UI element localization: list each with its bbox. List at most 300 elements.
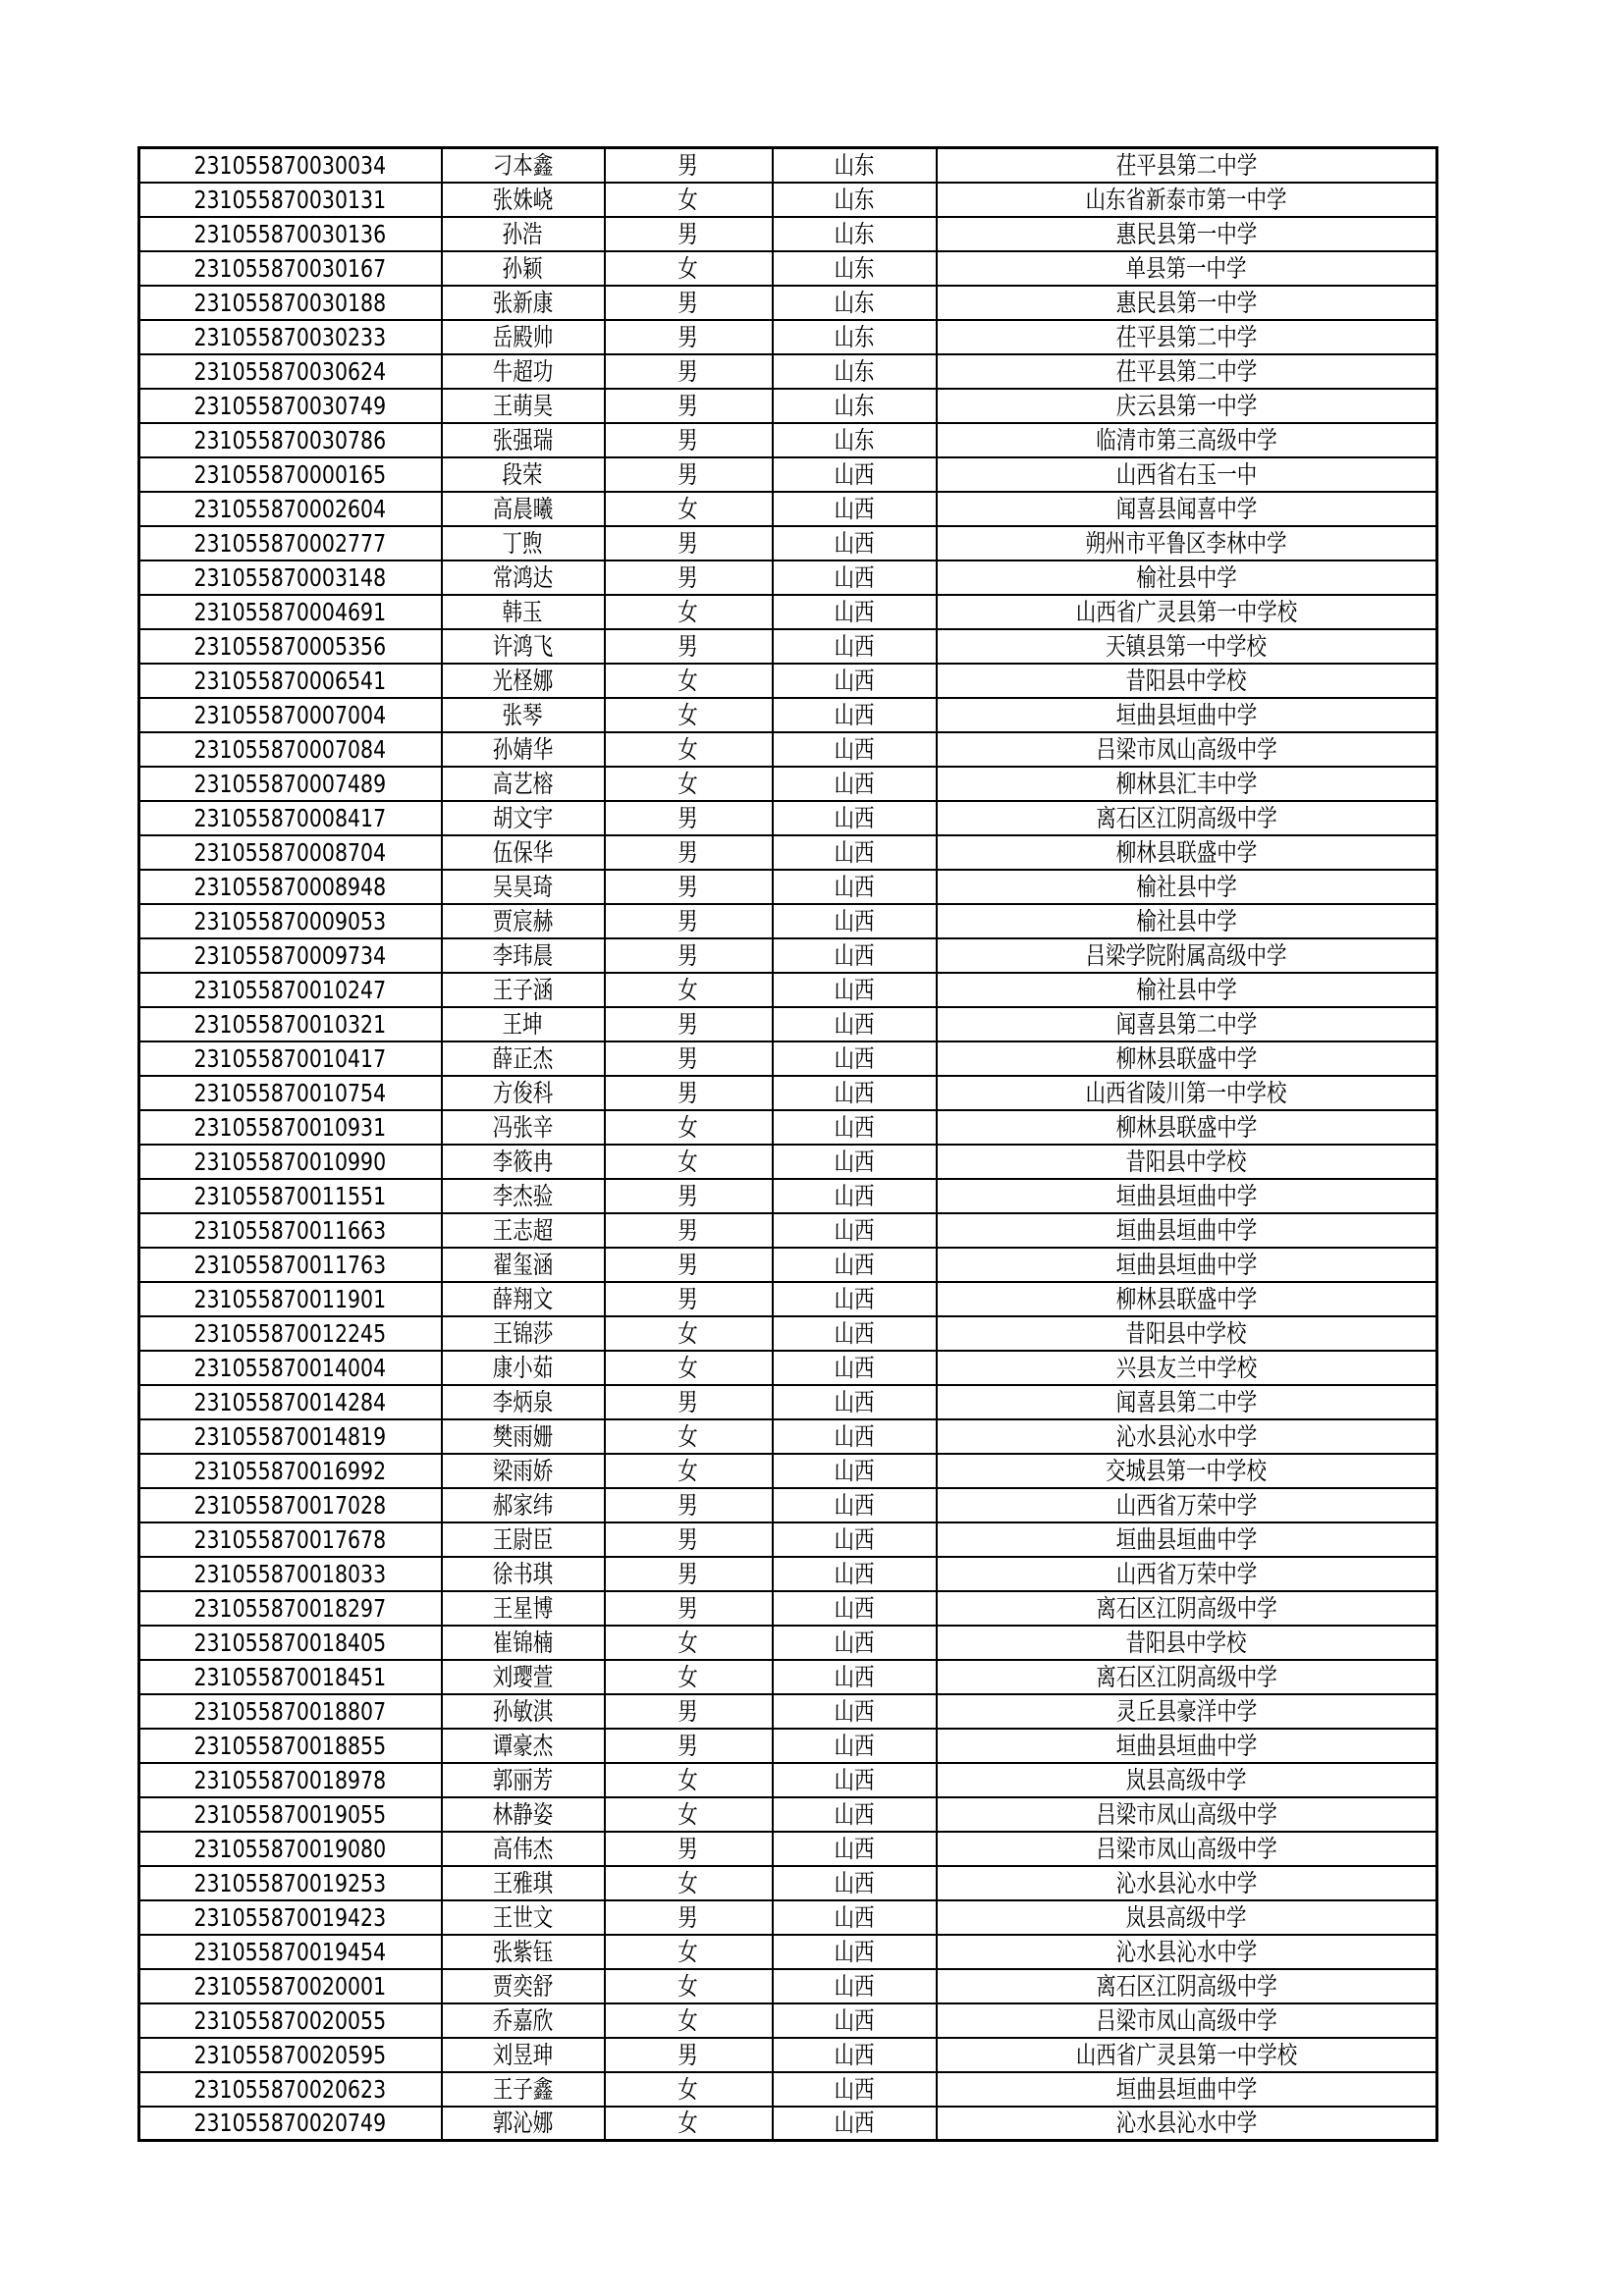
candidate-id-cell-text: 231055870011551 xyxy=(193,1181,387,1210)
gender-cell-text: 男 xyxy=(677,356,699,386)
table-row xyxy=(139,2072,1437,2107)
name-cell xyxy=(442,1385,605,1419)
school-cell xyxy=(937,664,1437,698)
name-cell-text: 高晨曦 xyxy=(492,494,554,523)
candidate-id-cell xyxy=(139,767,442,801)
school-cell-text: 离石区江阴高级中学 xyxy=(1095,1593,1277,1623)
province-cell xyxy=(773,973,937,1007)
candidate-id-cell xyxy=(139,354,442,389)
candidate-id-cell xyxy=(139,1419,442,1454)
name-cell xyxy=(442,801,605,835)
name-cell xyxy=(442,1145,605,1179)
table-row xyxy=(139,1419,1437,1454)
school-cell xyxy=(937,354,1437,389)
candidate-id-cell xyxy=(139,492,442,526)
candidate-id-cell-text: 231055870002777 xyxy=(193,528,387,558)
candidate-id-cell-text: 231055870030188 xyxy=(193,288,387,317)
gender-cell xyxy=(605,1213,773,1248)
province-cell xyxy=(773,1557,937,1591)
school-cell xyxy=(937,1454,1437,1488)
table-row xyxy=(139,1522,1437,1557)
gender-cell-text: 男 xyxy=(677,1902,699,1932)
school-cell xyxy=(937,1110,1437,1145)
gender-cell xyxy=(605,1866,773,1900)
province-cell xyxy=(773,1076,937,1110)
province-cell-text: 山西 xyxy=(834,769,875,798)
gender-cell xyxy=(605,870,773,904)
province-cell-text: 山西 xyxy=(834,1799,875,1829)
name-cell-text: 许鸿飞 xyxy=(492,631,554,661)
name-cell xyxy=(442,320,605,354)
name-cell xyxy=(442,1969,605,2003)
table-row xyxy=(139,1866,1437,1900)
province-cell-text: 山西 xyxy=(834,1490,875,1520)
gender-cell-text: 男 xyxy=(677,528,699,558)
gender-cell-text: 女 xyxy=(677,1868,699,1897)
province-cell xyxy=(773,1591,937,1626)
name-cell xyxy=(442,1110,605,1145)
table-row xyxy=(139,1351,1437,1385)
candidate-id-cell-text: 231055870018855 xyxy=(193,1731,387,1760)
name-cell-text: 孙敏淇 xyxy=(492,1696,554,1726)
gender-cell-text: 女 xyxy=(677,494,699,523)
candidate-id-cell-text: 231055870030624 xyxy=(193,356,387,386)
province-cell-text: 山西 xyxy=(834,1834,875,1863)
name-cell-text: 翟玺涵 xyxy=(492,1250,554,1279)
name-cell-text: 王坤 xyxy=(502,1009,543,1039)
candidate-id-cell xyxy=(139,904,442,938)
province-cell xyxy=(773,183,937,217)
name-cell xyxy=(442,973,605,1007)
table-row xyxy=(139,870,1437,904)
province-cell-text: 山西 xyxy=(834,459,875,489)
province-cell xyxy=(773,217,937,251)
gender-cell-text: 女 xyxy=(677,1937,699,1966)
name-cell-text: 康小茹 xyxy=(492,1353,554,1382)
province-cell xyxy=(773,389,937,423)
name-cell xyxy=(442,1007,605,1041)
gender-cell xyxy=(605,1591,773,1626)
candidate-id-cell-text: 231055870010321 xyxy=(193,1009,387,1039)
table-row xyxy=(139,1248,1437,1282)
name-cell xyxy=(442,457,605,492)
table-row xyxy=(139,801,1437,835)
candidate-id-cell xyxy=(139,1110,442,1145)
school-cell xyxy=(937,2038,1437,2072)
province-cell xyxy=(773,1763,937,1797)
school-cell xyxy=(937,1626,1437,1660)
gender-cell xyxy=(605,1763,773,1797)
school-cell xyxy=(937,2107,1437,2141)
province-cell xyxy=(773,251,937,286)
table-row xyxy=(139,1729,1437,1763)
province-cell xyxy=(773,698,937,732)
candidate-id-cell-text: 231055870020595 xyxy=(193,2040,387,2069)
candidate-id-cell-text: 231055870011663 xyxy=(193,1215,387,1245)
gender-cell xyxy=(605,1145,773,1179)
name-cell xyxy=(442,1076,605,1110)
candidate-id-cell-text: 231055870014284 xyxy=(193,1387,387,1416)
school-cell xyxy=(937,1007,1437,1041)
province-cell xyxy=(773,1385,937,1419)
school-cell-text: 榆社县中学 xyxy=(1135,872,1237,901)
gender-cell-text: 男 xyxy=(677,150,699,180)
name-cell-text: 王志超 xyxy=(492,1215,554,1245)
province-cell-text: 山西 xyxy=(834,528,875,558)
gender-cell-text: 男 xyxy=(677,1593,699,1623)
table-row xyxy=(139,354,1437,389)
table-row xyxy=(139,1763,1437,1797)
name-cell xyxy=(442,1729,605,1763)
candidate-id-cell xyxy=(139,2072,442,2107)
candidate-id-cell xyxy=(139,1522,442,1557)
name-cell xyxy=(442,1935,605,1969)
school-cell xyxy=(937,1763,1437,1797)
gender-cell xyxy=(605,1385,773,1419)
province-cell-text: 山西 xyxy=(834,1937,875,1966)
province-cell xyxy=(773,870,937,904)
gender-cell xyxy=(605,1522,773,1557)
table-row xyxy=(139,1832,1437,1866)
name-cell-text: 刁本鑫 xyxy=(492,150,554,180)
gender-cell xyxy=(605,1419,773,1454)
gender-cell xyxy=(605,938,773,973)
gender-cell xyxy=(605,2107,773,2141)
gender-cell-text: 女 xyxy=(677,2109,699,2138)
table-row xyxy=(139,526,1437,561)
name-cell xyxy=(442,389,605,423)
gender-cell-text: 女 xyxy=(677,734,699,764)
school-cell-text: 垣曲县垣曲中学 xyxy=(1115,1731,1257,1760)
candidate-id-cell xyxy=(139,1145,442,1179)
gender-cell-text: 男 xyxy=(677,562,699,592)
province-cell xyxy=(773,1213,937,1248)
name-cell xyxy=(442,1900,605,1935)
name-cell xyxy=(442,1316,605,1351)
province-cell-text: 山西 xyxy=(834,700,875,729)
student-list-table xyxy=(137,146,1438,2142)
school-cell xyxy=(937,732,1437,767)
school-cell-text: 昔阳县中学校 xyxy=(1125,1318,1247,1348)
name-cell-text: 乔嘉欣 xyxy=(492,2005,554,2035)
province-cell xyxy=(773,148,937,183)
province-cell-text: 山西 xyxy=(834,1353,875,1382)
gender-cell-text: 男 xyxy=(677,1043,699,1073)
gender-cell xyxy=(605,183,773,217)
province-cell xyxy=(773,526,937,561)
name-cell-text: 王雅琪 xyxy=(492,1868,554,1897)
school-cell xyxy=(937,526,1437,561)
name-cell-text: 王子鑫 xyxy=(492,2074,554,2104)
gender-cell-text: 男 xyxy=(677,1559,699,1588)
school-cell-text: 闻喜县闻喜中学 xyxy=(1115,494,1257,523)
candidate-id-cell xyxy=(139,1385,442,1419)
name-cell xyxy=(442,698,605,732)
school-cell-text: 吕梁市凤山高级中学 xyxy=(1095,1834,1277,1863)
candidate-id-cell-text: 231055870018033 xyxy=(193,1559,387,1588)
school-cell-text: 闻喜县第二中学 xyxy=(1115,1009,1257,1039)
school-cell xyxy=(937,801,1437,835)
candidate-id-cell-text: 231055870030749 xyxy=(193,391,387,420)
school-cell-text: 榆社县中学 xyxy=(1135,906,1237,935)
province-cell xyxy=(773,1797,937,1832)
table-row xyxy=(139,1969,1437,2003)
gender-cell-text: 男 xyxy=(677,1078,699,1107)
school-cell-text: 垣曲县垣曲中学 xyxy=(1115,700,1257,729)
province-cell-text: 山西 xyxy=(834,837,875,867)
school-cell xyxy=(937,1557,1437,1591)
school-cell xyxy=(937,1419,1437,1454)
candidate-id-cell xyxy=(139,732,442,767)
gender-cell xyxy=(605,801,773,835)
gender-cell xyxy=(605,1351,773,1385)
school-cell xyxy=(937,595,1437,629)
table-row xyxy=(139,698,1437,732)
province-cell-text: 山西 xyxy=(834,1765,875,1794)
name-cell-text: 李筱冉 xyxy=(492,1147,554,1176)
gender-cell xyxy=(605,732,773,767)
province-cell-text: 山西 xyxy=(834,1902,875,1932)
school-cell xyxy=(937,1797,1437,1832)
candidate-id-cell-text: 231055870020623 xyxy=(193,2074,387,2104)
name-cell xyxy=(442,664,605,698)
school-cell-text: 吕梁市凤山高级中学 xyxy=(1095,1799,1277,1829)
province-cell-text: 山西 xyxy=(834,1250,875,1279)
gender-cell xyxy=(605,217,773,251)
gender-cell xyxy=(605,492,773,526)
table-row xyxy=(139,904,1437,938)
province-cell xyxy=(773,423,937,457)
gender-cell-text: 女 xyxy=(677,253,699,283)
table-row xyxy=(139,1316,1437,1351)
school-cell-text: 离石区江阴高级中学 xyxy=(1095,1662,1277,1691)
province-cell-text: 山西 xyxy=(834,1009,875,1039)
province-cell-text: 山西 xyxy=(834,1284,875,1313)
gender-cell xyxy=(605,1832,773,1866)
gender-cell-text: 男 xyxy=(677,1696,699,1726)
name-cell-text: 王萌昊 xyxy=(492,391,554,420)
name-cell-text: 岳殿帅 xyxy=(492,322,554,351)
table-row xyxy=(139,629,1437,664)
candidate-id-cell xyxy=(139,423,442,457)
candidate-id-cell-text: 231055870020001 xyxy=(193,1971,387,2001)
gender-cell-text: 男 xyxy=(677,322,699,351)
gender-cell xyxy=(605,320,773,354)
name-cell-text: 徐书琪 xyxy=(492,1559,554,1588)
province-cell-text: 山西 xyxy=(834,1868,875,1897)
name-cell xyxy=(442,561,605,595)
candidate-id-cell-text: 231055870008417 xyxy=(193,803,387,832)
school-cell-text: 沁水县沁水中学 xyxy=(1115,1937,1257,1966)
school-cell-text: 临清市第三高级中学 xyxy=(1095,425,1277,454)
school-cell-text: 昔阳县中学校 xyxy=(1125,666,1247,695)
school-cell-text: 吕梁学院附属高级中学 xyxy=(1085,940,1287,970)
candidate-id-cell-text: 231055870012245 xyxy=(193,1318,387,1348)
gender-cell-text: 男 xyxy=(677,288,699,317)
name-cell-text: 王世文 xyxy=(492,1902,554,1932)
candidate-id-cell-text: 231055870019454 xyxy=(193,1937,387,1966)
gender-cell-text: 男 xyxy=(677,803,699,832)
name-cell-text: 孙颖 xyxy=(502,253,543,283)
gender-cell xyxy=(605,767,773,801)
name-cell-text: 吴昊琦 xyxy=(492,872,554,901)
name-cell-text: 高伟杰 xyxy=(492,1834,554,1863)
table-row xyxy=(139,1179,1437,1213)
name-cell-text: 常鸿达 xyxy=(492,562,554,592)
province-cell-text: 山西 xyxy=(834,872,875,901)
table-row xyxy=(139,1007,1437,1041)
school-cell-text: 离石区江阴高级中学 xyxy=(1095,1971,1277,2001)
candidate-id-cell-text: 231055870019055 xyxy=(193,1799,387,1829)
gender-cell-text: 男 xyxy=(677,459,699,489)
school-cell xyxy=(937,2072,1437,2107)
gender-cell xyxy=(605,698,773,732)
name-cell-text: 刘昱珅 xyxy=(492,2040,554,2069)
gender-cell-text: 女 xyxy=(677,1662,699,1691)
gender-cell-text: 男 xyxy=(677,1490,699,1520)
candidate-id-cell-text: 231055870019253 xyxy=(193,1868,387,1897)
name-cell-text: 段荣 xyxy=(502,459,543,489)
school-cell xyxy=(937,1351,1437,1385)
gender-cell xyxy=(605,1626,773,1660)
table-row xyxy=(139,2107,1437,2141)
school-cell xyxy=(937,835,1437,870)
candidate-id-cell xyxy=(139,1454,442,1488)
name-cell xyxy=(442,1557,605,1591)
name-cell xyxy=(442,904,605,938)
gender-cell-text: 女 xyxy=(677,1147,699,1176)
table-row xyxy=(139,320,1437,354)
gender-cell-text: 男 xyxy=(677,1181,699,1210)
table-row xyxy=(139,835,1437,870)
province-cell xyxy=(773,2038,937,2072)
gender-cell xyxy=(605,904,773,938)
name-cell xyxy=(442,629,605,664)
name-cell-text: 张新康 xyxy=(492,288,554,317)
name-cell-text: 崔锦楠 xyxy=(492,1628,554,1657)
school-cell-text: 垣曲县垣曲中学 xyxy=(1115,1524,1257,1554)
province-cell xyxy=(773,2107,937,2141)
candidate-id-cell-text: 231055870030233 xyxy=(193,322,387,351)
province-cell xyxy=(773,1900,937,1935)
province-cell xyxy=(773,938,937,973)
province-cell-text: 山西 xyxy=(834,494,875,523)
school-cell-text: 灵丘县豪洋中学 xyxy=(1115,1696,1257,1726)
gender-cell xyxy=(605,1454,773,1488)
gender-cell xyxy=(605,148,773,183)
school-cell xyxy=(937,1385,1437,1419)
province-cell xyxy=(773,1694,937,1729)
candidate-id-cell xyxy=(139,1694,442,1729)
table-row xyxy=(139,492,1437,526)
candidate-id-cell xyxy=(139,217,442,251)
school-cell-text: 山东省新泰市第一中学 xyxy=(1085,185,1287,214)
province-cell-text: 山西 xyxy=(834,666,875,695)
province-cell-text: 山西 xyxy=(834,2074,875,2104)
candidate-id-cell xyxy=(139,2107,442,2141)
table-row xyxy=(139,1591,1437,1626)
table-row xyxy=(139,1041,1437,1076)
name-cell xyxy=(442,1419,605,1454)
table-row xyxy=(139,561,1437,595)
gender-cell-text: 女 xyxy=(677,700,699,729)
school-cell-text: 茌平县第二中学 xyxy=(1115,322,1257,351)
candidate-id-cell xyxy=(139,183,442,217)
province-cell xyxy=(773,2072,937,2107)
table-row xyxy=(139,595,1437,629)
candidate-id-cell xyxy=(139,1866,442,1900)
name-cell xyxy=(442,286,605,320)
candidate-id-cell xyxy=(139,595,442,629)
province-cell xyxy=(773,1179,937,1213)
school-cell-text: 庆云县第一中学 xyxy=(1115,391,1257,420)
school-cell xyxy=(937,1179,1437,1213)
gender-cell xyxy=(605,629,773,664)
gender-cell-text: 男 xyxy=(677,1731,699,1760)
name-cell-text: 伍保华 xyxy=(492,837,554,867)
gender-cell xyxy=(605,1660,773,1694)
school-cell-text: 岚县高级中学 xyxy=(1125,1902,1247,1932)
school-cell xyxy=(937,492,1437,526)
school-cell-text: 沁水县沁水中学 xyxy=(1115,1868,1257,1897)
province-cell xyxy=(773,1660,937,1694)
province-cell xyxy=(773,1145,937,1179)
candidate-id-cell xyxy=(139,1729,442,1763)
school-cell-text: 天镇县第一中学校 xyxy=(1106,631,1268,661)
name-cell-text: 方俊科 xyxy=(492,1078,554,1107)
candidate-id-cell-text: 231055870014819 xyxy=(193,1421,387,1451)
province-cell-text: 山东 xyxy=(834,253,875,283)
province-cell xyxy=(773,1969,937,2003)
name-cell-text: 韩玉 xyxy=(502,597,543,626)
province-cell xyxy=(773,1041,937,1076)
gender-cell-text: 男 xyxy=(677,219,699,248)
candidate-id-cell-text: 231055870018451 xyxy=(193,1662,387,1691)
province-cell xyxy=(773,1522,937,1557)
province-cell xyxy=(773,664,937,698)
school-cell xyxy=(937,286,1437,320)
province-cell xyxy=(773,1316,937,1351)
table-row xyxy=(139,251,1437,286)
candidate-id-cell-text: 231055870018978 xyxy=(193,1765,387,1794)
school-cell-text: 闻喜县第二中学 xyxy=(1115,1387,1257,1416)
table-row xyxy=(139,1454,1437,1488)
province-cell xyxy=(773,320,937,354)
gender-cell-text: 女 xyxy=(677,1112,699,1142)
candidate-id-cell xyxy=(139,1557,442,1591)
school-cell xyxy=(937,629,1437,664)
school-cell-text: 交城县第一中学校 xyxy=(1106,1456,1268,1485)
name-cell xyxy=(442,183,605,217)
school-cell xyxy=(937,423,1437,457)
gender-cell-text: 女 xyxy=(677,1628,699,1657)
province-cell-text: 山西 xyxy=(834,1559,875,1588)
school-cell xyxy=(937,320,1437,354)
candidate-id-cell-text: 231055870030786 xyxy=(193,425,387,454)
candidate-id-cell xyxy=(139,1041,442,1076)
province-cell xyxy=(773,1110,937,1145)
name-cell xyxy=(442,423,605,457)
province-cell xyxy=(773,835,937,870)
table-row xyxy=(139,2003,1437,2038)
school-cell-text: 昔阳县中学校 xyxy=(1125,1147,1247,1176)
gender-cell xyxy=(605,1179,773,1213)
province-cell xyxy=(773,1866,937,1900)
gender-cell xyxy=(605,561,773,595)
candidate-id-cell xyxy=(139,1935,442,1969)
province-cell-text: 山西 xyxy=(834,1318,875,1348)
province-cell-text: 山西 xyxy=(834,940,875,970)
